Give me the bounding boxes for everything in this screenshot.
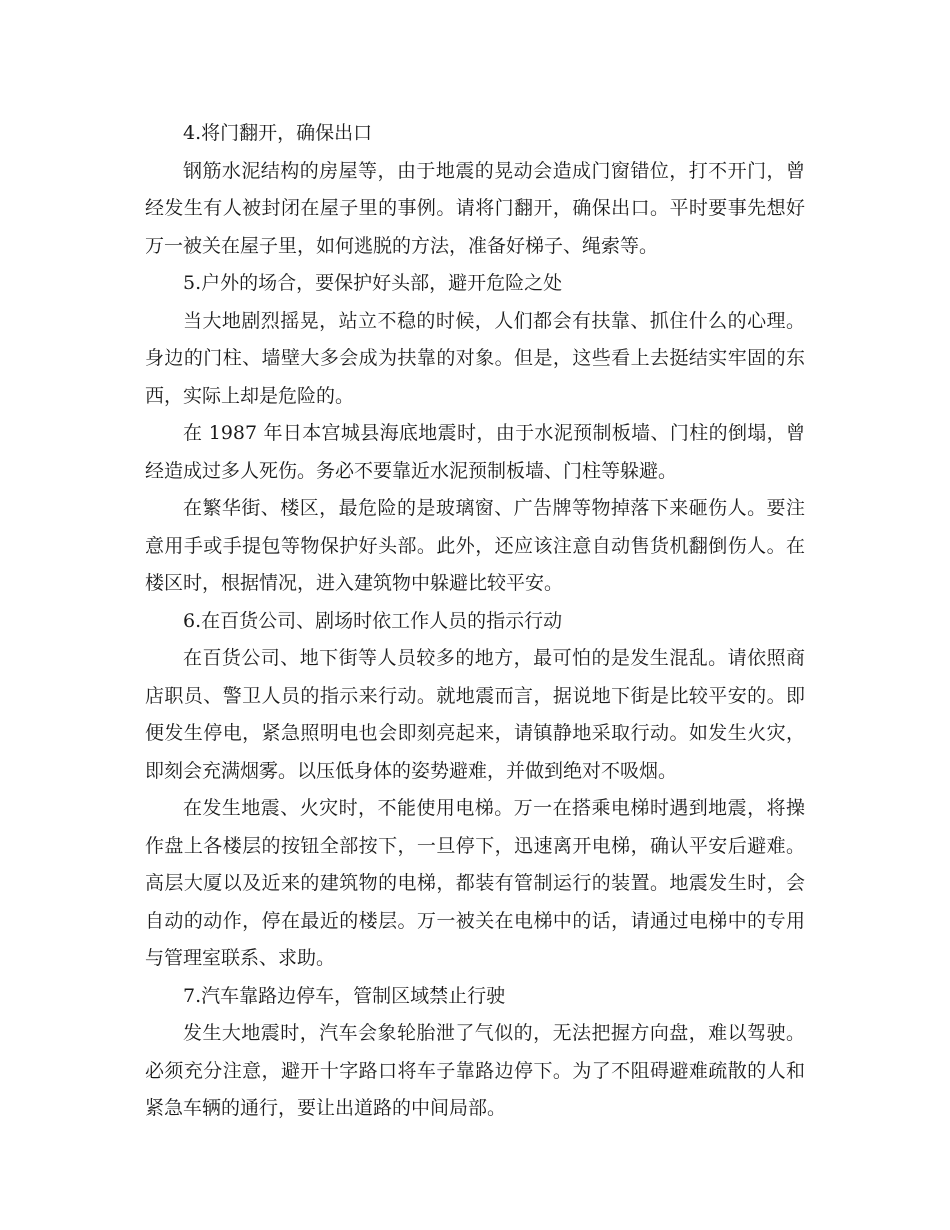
section-heading-6: 6.在百货公司、剧场时依工作人员的指示行动 <box>183 609 563 632</box>
section-heading-4: 4.将门翻开，确保出口 <box>183 122 373 144</box>
body-paragraph: 当大地剧烈摇晃，站立不稳的时候，人们都会有扶靠、抓住什么的心理。身边的门柱、墙壁大多会成为扶靠的对象。但是，这些看上去挺结实牢固的东西，实际上却是危险的。 <box>145 309 805 407</box>
body-paragraph: 发生大地震时，汽车会象轮胎泄了气似的，无法把握方向盘，难以驾驶。必须充分注意，避开十字路口将车子靠路边停下。为了不阻碍避难疏散的人和紧急车辆的通行，要让出道路的中间局部。 <box>145 1022 805 1119</box>
section-heading-5: 5.户外的场合，要保护好头部，避开危险之处 <box>183 272 563 294</box>
body-paragraph: 钢筋水泥结构的房屋等，由于地震的晃动会造成门窗错位，打不开门，曾经发生有人被封闭在屋子里的事例。请将门翻开，确保出口。平时要事先想好万一被关在屋子里，如何逃脱的方法，准备好梯子、绳索等。 <box>145 159 805 257</box>
body-paragraph: 在 1987 年日本宫城县海底地震时，由于水泥预制板墙、门柱的倒塌，曾经造成过多人死伤。务必不要靠近水泥预制板墙、门柱等躲避。 <box>145 422 805 482</box>
section-heading-7: 7.汽车靠路边停车，管制区域禁止行驶 <box>183 984 506 1007</box>
document-body <box>145 115 805 1128</box>
body-paragraph: 在发生地震、火灾时，不能使用电梯。万一在搭乘电梯时遇到地震，将操作盘上各楼层的按钮全部按下，一旦停下，迅速离开电梯，确认平安后避难。高层大厦以及近来的建筑物的电梯，都装有管制运行的装置。地震发生时，会自动的动作，停在最近的楼层。万一被关在电梯中的话，请通过电梯中的专用 与管理室联系、求助。 <box>145 797 805 969</box>
body-paragraph: 在百货公司、地下街等人员较多的地方，最可怕的是发生混乱。请依照商店职员、警卫人员的指示来行动。就地震而言，据说地下街是比较平安的。即便发生停电，紧急照明电也会即刻亮起来，请镇静地采取行动。如发生火灾，即刻会充满烟雾。以压低身体的姿势避难，并做到绝对不吸烟。 <box>145 647 805 782</box>
body-paragraph: 在繁华街、楼区，最危险的是玻璃窗、广告牌等物掉落下来砸伤人。要注意用手或手提包等物保护好头部。此外，还应该注意自动售货机翻倒伤人。在楼区时，根据情况，进入建筑物中躲避比较平安。 <box>145 497 805 594</box>
